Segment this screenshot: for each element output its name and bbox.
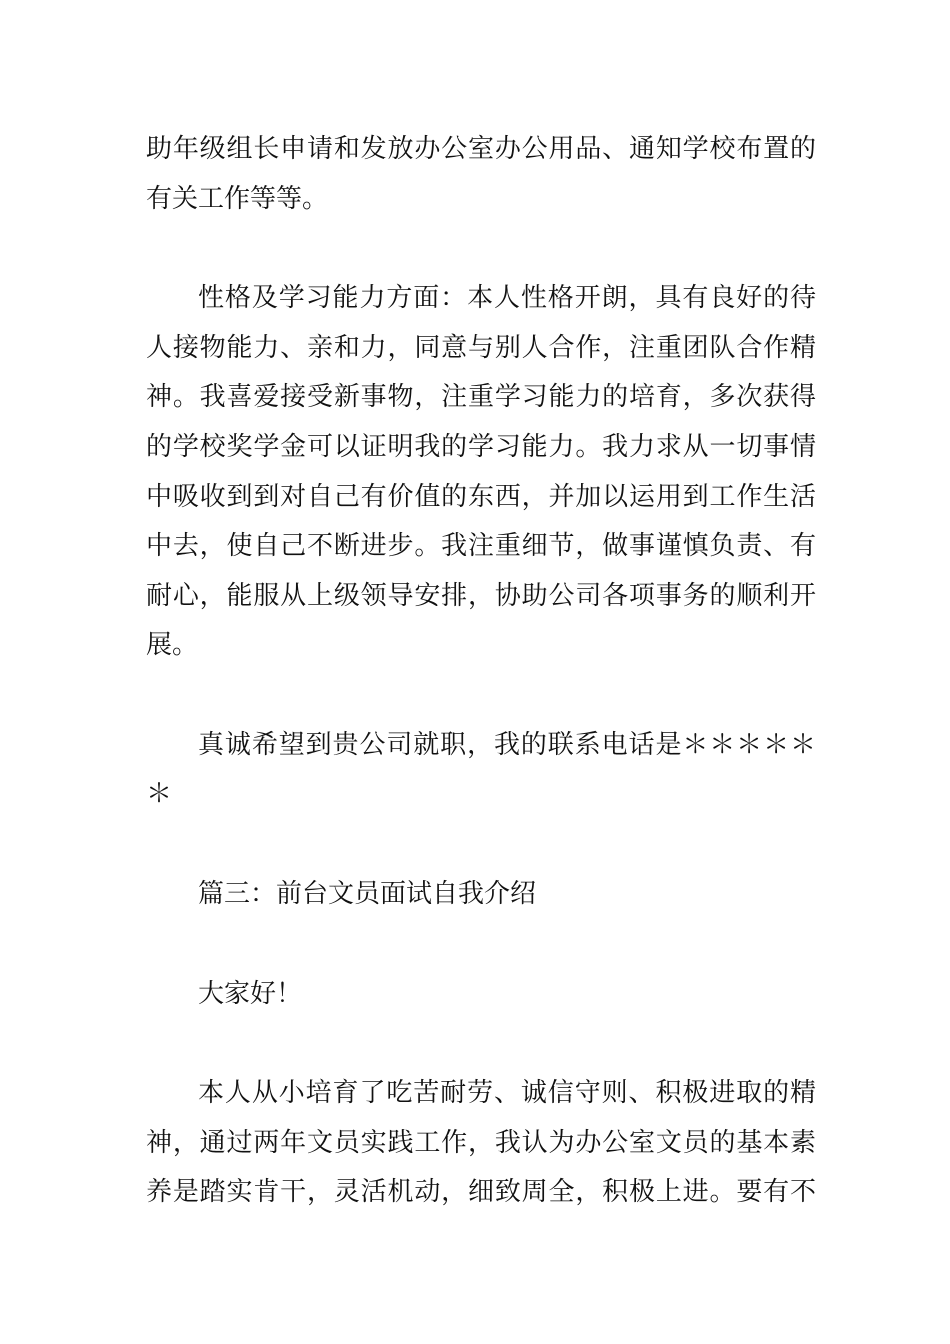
text-line: 人接物能力、亲和力，同意与别人合作，注重团队合作精 bbox=[146, 333, 816, 363]
section-heading: 篇三：前台文员面试自我介绍 bbox=[198, 879, 537, 909]
text-line: 神。我喜爱接受新事物，注重学习能力的培育，多次获得 bbox=[146, 382, 816, 412]
text-line: 神，通过两年文员实践工作，我认为办公室文员的基本素 bbox=[146, 1128, 816, 1158]
text-line: 助年级组长申请和发放办公室办公用品、通知学校布置的 bbox=[146, 134, 816, 164]
text-line: 中去，使自己不断进步。我注重细节，做事谨慎负责、有 bbox=[146, 531, 816, 561]
text-line: 养是踏实肯干，灵活机动，细致周全，积极上进。要有不 bbox=[146, 1177, 816, 1207]
text-line: 耐心，能服从上级领导安排，协助公司各项事务的顺利开 bbox=[146, 581, 816, 611]
text-line: 性格及学习能力方面：本人性格开朗，具有良好的待 bbox=[198, 283, 816, 313]
text-line: 展。 bbox=[146, 630, 199, 660]
text-line: 中吸收到到对自己有价值的东西，并加以运用到工作生活 bbox=[146, 482, 816, 512]
text-line: 有关工作等等。 bbox=[146, 184, 329, 214]
text-line: ＊ bbox=[146, 779, 173, 809]
text-line: 本人从小培育了吃苦耐劳、诚信守则、积极进取的精 bbox=[198, 1078, 816, 1108]
text-line: 的学校奖学金可以证明我的学习能力。我力求从一切事情 bbox=[146, 432, 816, 462]
greeting-line: 大家好！ bbox=[198, 979, 303, 1009]
text-line: 真诚希望到贵公司就职，我的联系电话是＊＊＊＊＊ bbox=[198, 730, 816, 760]
